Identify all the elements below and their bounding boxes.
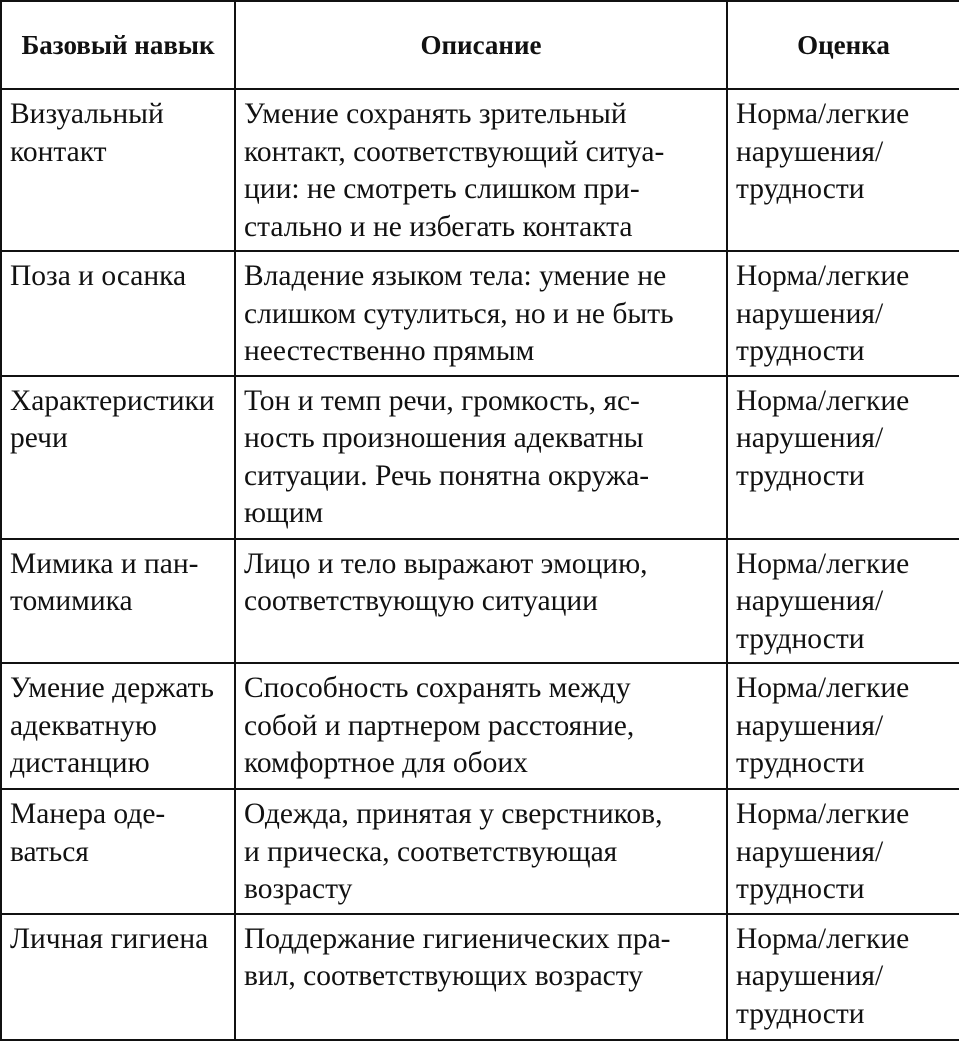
- rating-cell: Норма/легкие нарушения/ трудности: [727, 376, 959, 539]
- table-row: [1, 539, 959, 664]
- table-row: [1, 789, 959, 914]
- header-description: Описание: [235, 1, 727, 89]
- rating-cell: Норма/легкие нарушения/ трудности: [727, 663, 959, 789]
- rating-cell: Норма/легкие нарушения/ трудности: [727, 914, 959, 1040]
- description-cell: Способность сохранять между собой и партнером расстояние, комфортное для обоих: [235, 663, 727, 789]
- skill-cell: Мимика и пан- томимика: [1, 539, 235, 664]
- description-cell: Умение сохранять зрительный контакт, соответствующий ситуа- ции: не смотреть слишком при- стально и не избегать контакта: [235, 89, 727, 251]
- table-header-row: [1, 1, 959, 89]
- table-row: [1, 89, 959, 251]
- header-rating: Оценка: [727, 1, 959, 89]
- skill-cell: Манера оде- ваться: [1, 789, 235, 914]
- header-skill: Базовый навык: [1, 1, 235, 89]
- rating-cell: Норма/легкие нарушения/ трудности: [727, 789, 959, 914]
- description-cell: Тон и темп речи, громкость, яс- ность произношения адекватны ситуации. Речь понятна окружа- ющим: [235, 376, 727, 539]
- rating-cell: Норма/легкие нарушения/ трудности: [727, 251, 959, 376]
- skill-cell: Визуальный контакт: [1, 89, 235, 251]
- table-row: [1, 663, 959, 789]
- rating-cell: Норма/легкие нарушения/ трудности: [727, 539, 959, 664]
- skill-cell: Умение держать адекватную дистанцию: [1, 663, 235, 789]
- skill-cell: Характеристики речи: [1, 376, 235, 539]
- description-cell: Лицо и тело выражают эмоцию, соответствующую ситуации: [235, 539, 727, 664]
- rating-cell: Норма/легкие нарушения/ трудности: [727, 89, 959, 251]
- description-cell: Владение языком тела: умение не слишком сутулиться, но и не быть неестественно прямым: [235, 251, 727, 376]
- description-cell: Одежда, принятая у сверстников, и прическа, соответствующая возрасту: [235, 789, 727, 914]
- table-row: [1, 914, 959, 1040]
- table-row: [1, 251, 959, 376]
- table-row: [1, 376, 959, 539]
- skill-cell: Поза и осанка: [1, 251, 235, 376]
- skill-cell: Личная гигиена: [1, 914, 235, 1040]
- description-cell: Поддержание гигиенических пра- вил, соответствующих возрасту: [235, 914, 727, 1040]
